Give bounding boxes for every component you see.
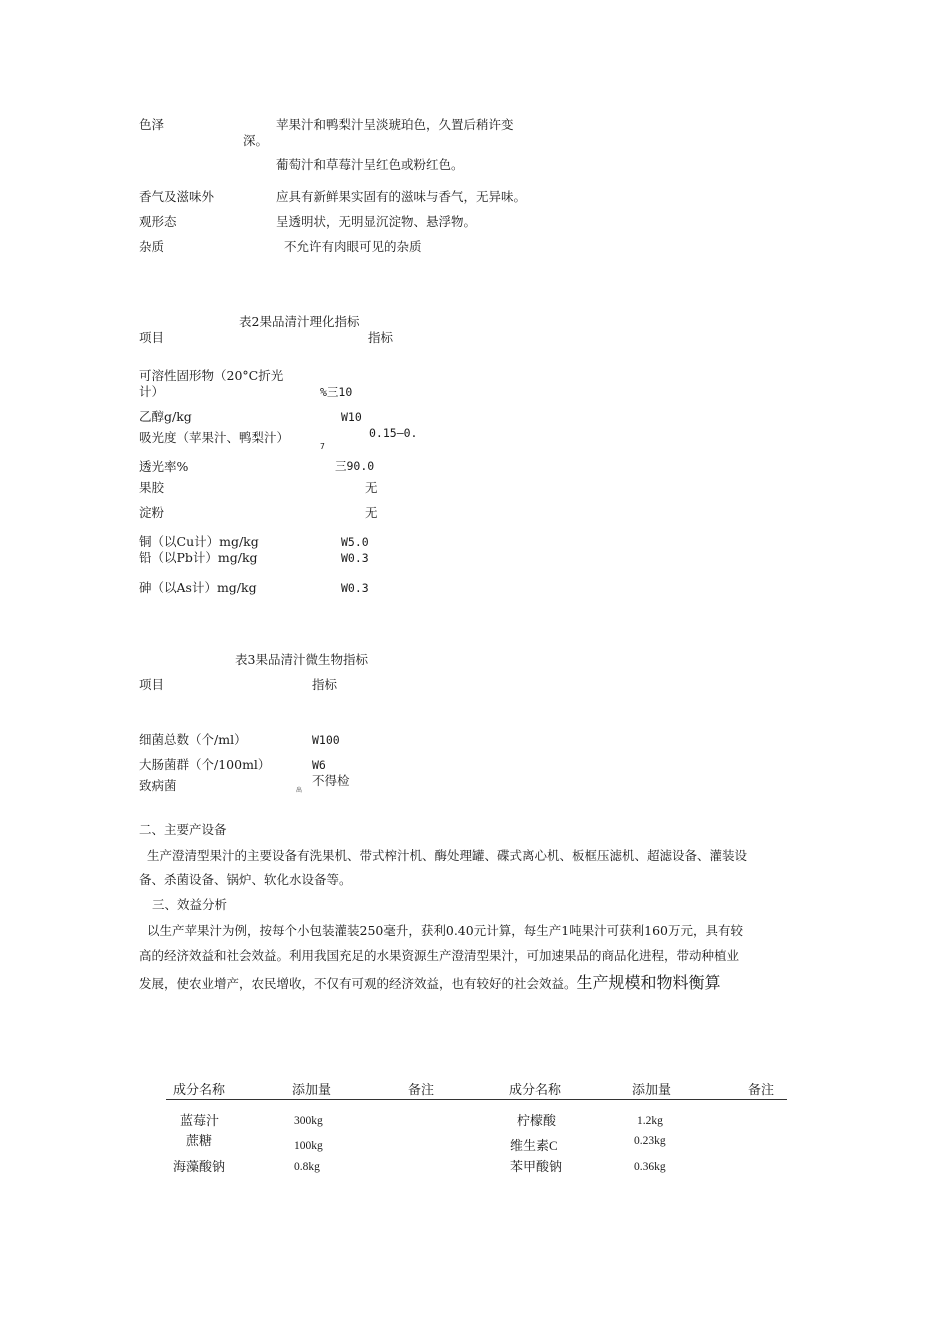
formula-row1-name1: 蓝莓汁 bbox=[180, 1113, 220, 1128]
sensory-aroma-label: 香气及滋味外 bbox=[139, 189, 215, 204]
table2-r9-value: W0.3 bbox=[341, 581, 369, 595]
formula-row3-name1: 海藻酸钠 bbox=[173, 1159, 226, 1174]
sensory-color-value-line2: 深。 bbox=[243, 133, 269, 148]
table2-r6-item: 淀粉 bbox=[139, 505, 165, 520]
table3-r1-value: W100 bbox=[312, 733, 340, 747]
section2-para-line2: 备、杀菌设备、锅炉、软化水设备等。 bbox=[139, 872, 352, 887]
table3-r2-item: 大肠菌群（个/100ml） bbox=[139, 757, 271, 772]
formula-row3-name2: 苯甲酸钠 bbox=[510, 1159, 563, 1174]
sensory-impurity-value: 不允许有肉眼可见的杂质 bbox=[284, 239, 422, 254]
table3-col-item: 项目 bbox=[139, 677, 165, 692]
section3-para-text: 发展，使农业增产，农民增收，不仅有可观的经济效益，也有较好的社会效益。 bbox=[139, 976, 577, 991]
table3-r1-item: 细菌总数（个/ml） bbox=[139, 732, 247, 747]
section2-para-line1: 生产澄清型果汁的主要设备有洗果机、带式榨汁机、酶处理罐、碟式离心机、板框压滤机、超滤设备、灌装设 bbox=[147, 848, 748, 863]
formula-row1-amount2: 1.2kg bbox=[637, 1115, 663, 1127]
section3-heading: 三、效益分析 bbox=[152, 897, 228, 912]
section-heading-production-scale: 生产规模和物料衡算 bbox=[576, 973, 721, 992]
table2-r5-item: 果胶 bbox=[139, 480, 165, 495]
formula-header-name-2: 成分名称 bbox=[509, 1082, 562, 1097]
sensory-impurity-label: 杂质 bbox=[139, 239, 165, 254]
table2-r4-value: 三90.0 bbox=[335, 459, 375, 473]
formula-row3-amount2: 0.36kg bbox=[634, 1161, 666, 1173]
table2-r2-value: W10 bbox=[341, 410, 362, 424]
table2-r7-item: 铜（以Cu计）mg/kg bbox=[139, 534, 259, 549]
table2-r8-value: W0.3 bbox=[341, 551, 369, 565]
table2-r1-item-cont: 计） bbox=[139, 384, 165, 399]
table3-title: 表3果品清汁微生物指标 bbox=[235, 652, 368, 667]
formula-row2-name2: 维生素C bbox=[510, 1138, 558, 1153]
section3-para-line2: 高的经济效益和社会效益。利用我国充足的水果资源生产澄清型果汁，可加速果品的商品化进程，带动种植业 bbox=[139, 948, 740, 963]
table2-r3-value-cont: 7 bbox=[320, 442, 325, 451]
formula-header-name-1: 成分名称 bbox=[173, 1082, 226, 1097]
formula-row1-name2: 柠檬酸 bbox=[517, 1113, 557, 1128]
table3-col-index: 指标 bbox=[312, 677, 338, 692]
sensory-form-value: 呈透明状，无明显沉淀物、悬浮物。 bbox=[276, 214, 477, 229]
table3-r3-value: 不得检 bbox=[312, 773, 350, 788]
formula-header-amount-2: 添加量 bbox=[632, 1082, 672, 1097]
table2-col-index: 指标 bbox=[368, 330, 394, 345]
table3-r3-item: 致病菌 bbox=[139, 778, 177, 793]
formula-row2-name1: 蔗糖 bbox=[186, 1133, 213, 1148]
sensory-form-label: 观形态 bbox=[139, 214, 177, 229]
sensory-color-value-line1: 苹果汁和鸭梨汁呈淡琥珀色，久置后稍许变 bbox=[276, 117, 514, 132]
formula-header-amount-1: 添加量 bbox=[292, 1082, 332, 1097]
table2-r3-item: 吸光度（苹果汁、鸭梨汁） bbox=[139, 430, 290, 445]
table2-r7-value: W5.0 bbox=[341, 535, 369, 549]
formula-header-rule bbox=[166, 1099, 787, 1100]
table2-r4-item: 透光率% bbox=[139, 459, 189, 474]
table2-r6-value: 无 bbox=[365, 505, 378, 520]
table2-r8-item: 铅（以Pb计）mg/kg bbox=[139, 550, 258, 565]
table2-r1-item: 可溶性固形物（20°C折光 bbox=[139, 368, 284, 383]
table2-col-item: 项目 bbox=[139, 330, 165, 345]
table3-r3-value-cont: 出 bbox=[296, 787, 303, 794]
formula-row2-amount2: 0.23kg bbox=[634, 1135, 666, 1147]
sensory-color-label: 色泽 bbox=[139, 117, 165, 132]
section2-heading: 二、主要产设备 bbox=[139, 822, 227, 837]
sensory-aroma-value: 应具有新鲜果实固有的滋味与香气，无异味。 bbox=[276, 189, 527, 204]
table2-r2-item: 乙醇g/kg bbox=[139, 409, 192, 424]
formula-row2-amount1: 100kg bbox=[294, 1140, 323, 1152]
formula-header-note-2: 备注 bbox=[748, 1082, 775, 1097]
section3-para-line3 bbox=[139, 973, 721, 993]
formula-header-note-1: 备注 bbox=[408, 1082, 435, 1097]
table2-r1-value: %三10 bbox=[320, 385, 353, 399]
formula-row1-amount1: 300kg bbox=[294, 1115, 323, 1127]
formula-row3-amount1: 0.8kg bbox=[294, 1161, 320, 1173]
table2-title: 表2果品清汁理化指标 bbox=[239, 314, 360, 329]
table2-r3-value: 0.15—0. bbox=[369, 426, 418, 440]
section3-para-line1: 以生产苹果汁为例，按每个小包装灌装250毫升，获利0.40元计算，每生产1吨果汁可获利160万元，具有较 bbox=[147, 923, 744, 938]
sensory-color-value-line3: 葡萄汁和草莓汁呈红色或粉红色。 bbox=[276, 157, 464, 172]
table2-r5-value: 无 bbox=[365, 480, 378, 495]
table3-r2-value: W6 bbox=[312, 758, 326, 772]
table2-r9-item: 砷（以As计）mg/kg bbox=[139, 580, 257, 595]
